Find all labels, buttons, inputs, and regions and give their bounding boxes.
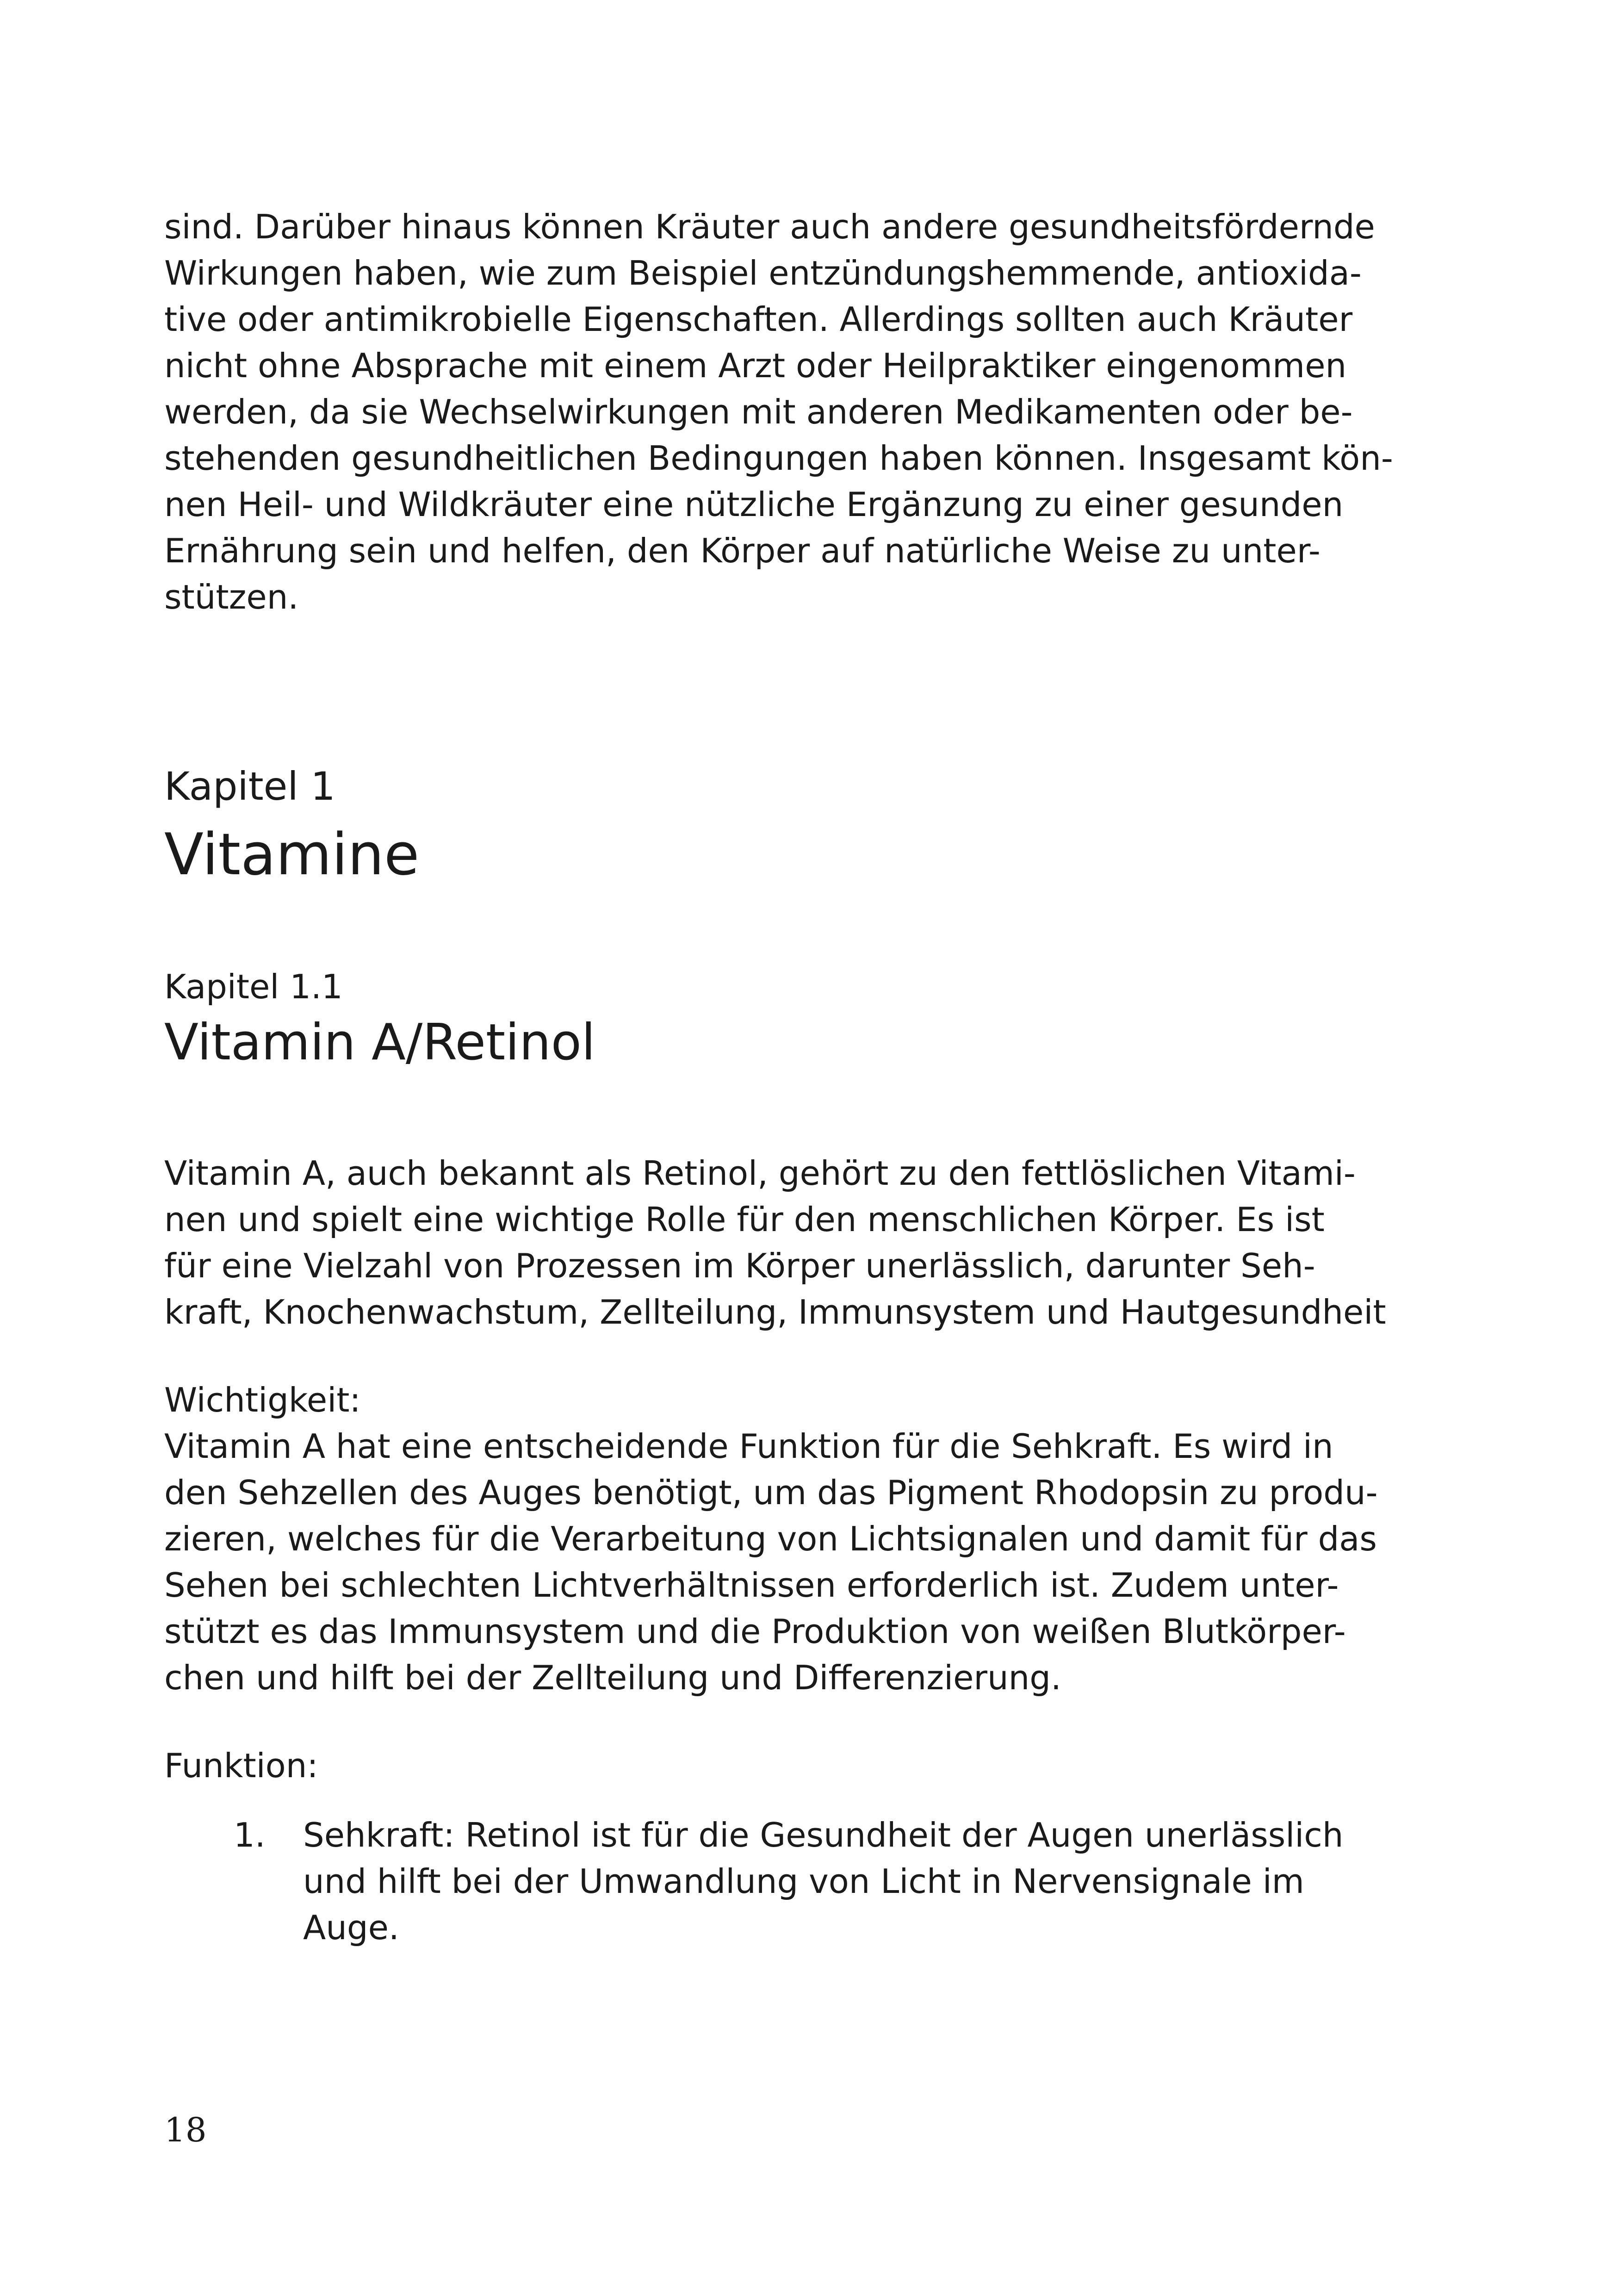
paragraph-line: zieren, welches für die Verarbeitung von Lichtsignalen und damit für das	[164, 1519, 1377, 1558]
list-item-number: 1.	[234, 1816, 266, 1854]
intro-line: Wirkungen haben, wie zum Beispiel entzündungshemmende, antioxida-	[164, 254, 1362, 292]
list-item-line: Sehkraft: Retinol ist für die Gesundheit der Augen unerlässlich	[303, 1816, 1344, 1854]
paragraph-line: für eine Vielzahl von Prozessen im Körper unerlässlich, darunter Seh-	[164, 1246, 1315, 1285]
chapter-title: Vitamine	[164, 821, 420, 888]
paragraph-line: stützt es das Immunsystem und die Produktion von weißen Blutkörper-	[164, 1612, 1346, 1651]
funktion-heading: Funktion:	[164, 1746, 318, 1785]
list-item-line: Auge.	[303, 1908, 399, 1947]
chapter-label: Kapitel 1	[164, 764, 335, 809]
intro-line: sind. Darüber hinaus können Kräuter auch andere gesundheitsfördernde	[164, 207, 1375, 246]
paragraph-line: Vitamin A, auch bekannt als Retinol, gehört zu den fettlöslichen Vitami-	[164, 1154, 1356, 1193]
intro-line: Ernährung sein und helfen, den Körper auf natürliche Weise zu unter-	[164, 531, 1320, 570]
intro-line: stützen.	[164, 578, 299, 616]
paragraph-line: chen und hilft bei der Zellteilung und Differenzierung.	[164, 1658, 1061, 1697]
wichtigkeit-heading: Wichtigkeit:	[164, 1381, 361, 1419]
intro-line: stehenden gesundheitlichen Bedingungen haben können. Insgesamt kön-	[164, 439, 1393, 478]
paragraph-line: Vitamin A hat eine entscheidende Funktion für die Sehkraft. Es wird in	[164, 1427, 1333, 1466]
intro-line: nen Heil- und Wildkräuter eine nützliche Ergänzung zu einer gesunden	[164, 485, 1344, 524]
paragraph-line: den Sehzellen des Auges benötigt, um das Pigment Rhodopsin zu produ-	[164, 1473, 1378, 1512]
subchapter-title: Vitamin A/Retinol	[164, 1014, 595, 1071]
paragraph-line: kraft, Knochenwachstum, Zellteilung, Immunsystem und Hautgesundheit	[164, 1293, 1386, 1332]
intro-line: nicht ohne Absprache mit einem Arzt oder Heilpraktiker eingenommen	[164, 346, 1347, 385]
wichtigkeit-section	[164, 1377, 1413, 1701]
paragraph-line: nen und spielt eine wichtige Rolle für den menschlichen Körper. Es ist	[164, 1200, 1325, 1239]
list-item-line: und hilft bei der Umwandlung von Licht in Nervensignale im	[303, 1862, 1304, 1901]
page-number: 18	[164, 2110, 207, 2149]
funktion-heading-block	[164, 1742, 1413, 1789]
paragraph-line: Sehen bei schlechten Lichtverhältnissen erforderlich ist. Zudem unter-	[164, 1566, 1339, 1605]
subchapter-label: Kapitel 1.1	[164, 967, 343, 1006]
intro-line: tive oder antimikrobielle Eigenschaften. Allerdings sollten auch Kräuter	[164, 300, 1353, 339]
intro-paragraph	[164, 204, 1413, 620]
intro-line: werden, da sie Wechselwirkungen mit anderen Medikamenten oder be-	[164, 392, 1353, 431]
vitamin-a-intro-paragraph	[164, 1150, 1413, 1335]
